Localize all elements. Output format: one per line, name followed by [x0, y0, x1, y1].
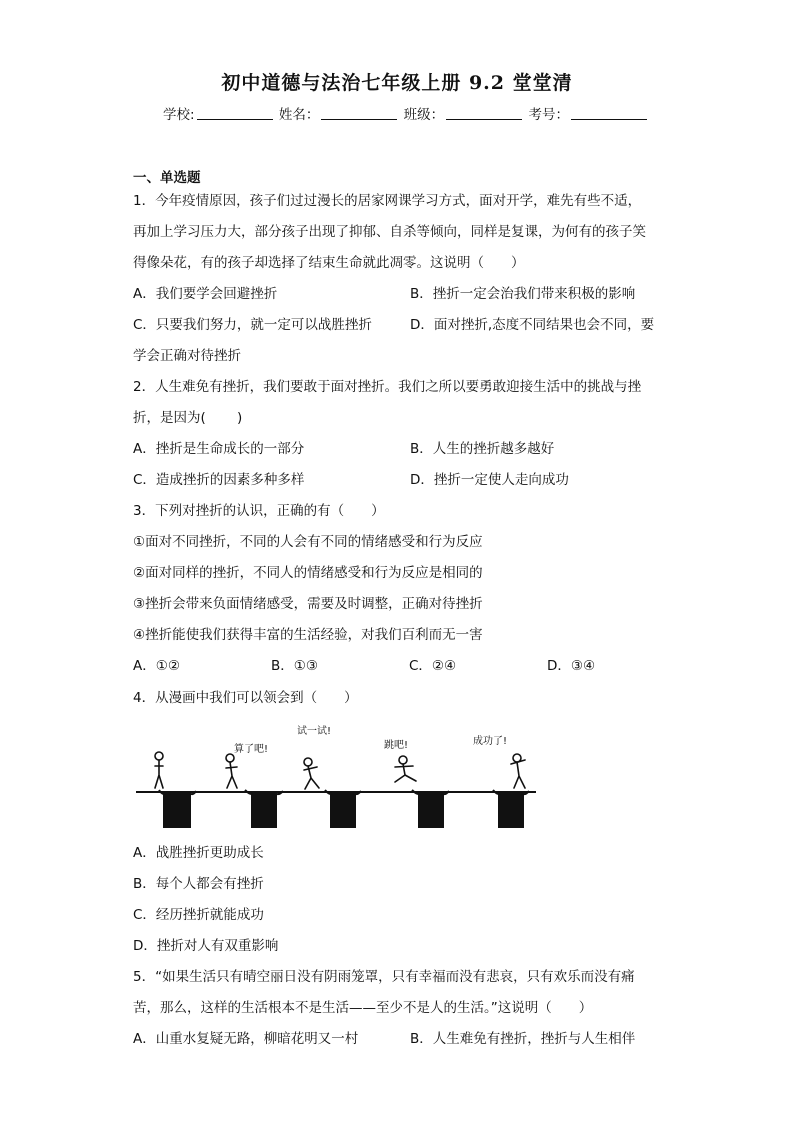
pit [163, 792, 191, 828]
statement-1: ①面对不同挫折，不同的人会有不同的情绪感受和行为反应 [133, 534, 483, 550]
option-c: C．造成挫折的因素多种多样 [133, 472, 305, 488]
question-stem-line: 苦，那么，这样的生活根本不是生活——至少不是人的生活。”这说明（ ） [133, 1000, 593, 1016]
option-row [133, 465, 663, 496]
comic-caption-2: 试一试! [297, 726, 332, 737]
question-stem-line: 3．下列对挫折的认识，正确的有（ ） [133, 503, 385, 519]
option-row [133, 434, 663, 465]
class-blank [446, 107, 522, 120]
pit [498, 792, 524, 828]
option-d: D．挫折一定使人走向成功 [410, 472, 569, 488]
comic-caption-1: 算了吧! [234, 744, 269, 755]
option-d-continuation: 学会正确对待挫折 [133, 348, 241, 364]
id-blank [571, 107, 647, 120]
question-5 [133, 962, 663, 1055]
option-a: A．挫折是生命成长的一部分 [133, 441, 305, 457]
figure-jumping [395, 756, 416, 782]
option-d: D．面对挫折,态度不同结果也会不同，要 [410, 317, 655, 333]
school-blank [197, 107, 273, 120]
name-label: 姓名： [278, 107, 320, 123]
question-1 [133, 186, 663, 372]
figure-standing [155, 752, 163, 788]
option-row [133, 1024, 663, 1055]
option-row [133, 310, 663, 341]
comic-illustration [133, 720, 553, 832]
statement-4: ④挫折能使我们获得丰富的生活经验，对我们百利而无一害 [133, 627, 483, 643]
option-a: A．我们要学会回避挫折 [133, 286, 278, 302]
question-3 [133, 496, 663, 682]
option-b: B．①③ [271, 658, 318, 674]
option-c: C．经历挫折就能成功 [133, 907, 264, 923]
pit [418, 792, 444, 828]
question-stem-line: 再加上学习压力大，部分孩子出现了抑郁、自杀等倾向，同样是复课，为何有的孩子笑 [133, 224, 646, 240]
option-b: B．人生的挫折越多越好 [410, 441, 555, 457]
school-label: 学校: [163, 107, 195, 123]
figure-success [511, 754, 525, 788]
question-stem-line: 2．人生难免有挫折，我们要敢于面对挫折。我们之所以要勇敢迎接生活中的挑战与挫 [133, 379, 642, 395]
option-b: B．人生难免有挫折，挫折与人生相伴 [410, 1031, 636, 1047]
question-2 [133, 372, 663, 496]
question-4 [133, 683, 663, 714]
question-stem-line: 折，是因为( ) [133, 410, 243, 426]
question-stem-line: 1．今年疫情原因，孩子们过过漫长的居家网课学习方式，面对开学，难先有些不适， [133, 193, 642, 209]
option-b: B．挫折一定会治我们带来积极的影响 [410, 286, 636, 302]
option-c: C．②④ [409, 658, 457, 674]
option-c: C．只要我们努力，就一定可以战胜挫折 [133, 317, 372, 333]
comic-caption-3: 跳吧! [384, 740, 409, 751]
option-d: D．挫折对人有双重影响 [133, 938, 279, 954]
statement-3: ③挫折会带来负面情绪感受，需要及时调整，正确对待挫折 [133, 596, 483, 612]
option-b: B．每个人都会有挫折 [133, 876, 264, 892]
option-row [133, 279, 663, 310]
question-stem-line: 4．从漫画中我们可以领会到（ ） [133, 690, 358, 706]
pit [251, 792, 277, 828]
class-label: 班级： [403, 107, 445, 123]
option-row [133, 651, 663, 682]
figure-giving-up [226, 754, 237, 788]
student-info-line [163, 103, 649, 123]
question-stem-line: 得像朵花，有的孩子却选择了结束生命就此凋零。这说明（ ） [133, 255, 525, 271]
id-label: 考号： [528, 107, 569, 123]
option-a: A．战胜挫折更助成长 [133, 845, 264, 861]
name-blank [321, 107, 397, 120]
question-4-options [133, 838, 663, 962]
section-title: 一、单选题 [133, 170, 201, 186]
option-a: A．山重水复疑无路，柳暗花明又一村 [133, 1031, 359, 1047]
statement-2: ②面对同样的挫折，不同人的情绪感受和行为反应是相同的 [133, 565, 483, 581]
option-d: D．③④ [547, 658, 596, 674]
page-title: 初中道德与法治七年级上册 9.2 堂堂清 [221, 72, 573, 94]
figure-trying [304, 758, 319, 789]
question-stem-line: 5．“如果生活只有晴空丽日没有阴雨笼罩，只有幸福而没有悲哀，只有欢乐而没有痛 [133, 969, 635, 985]
pit [330, 792, 356, 828]
comic-caption-4: 成功了! [473, 736, 508, 747]
option-a: A．①② [133, 658, 180, 674]
